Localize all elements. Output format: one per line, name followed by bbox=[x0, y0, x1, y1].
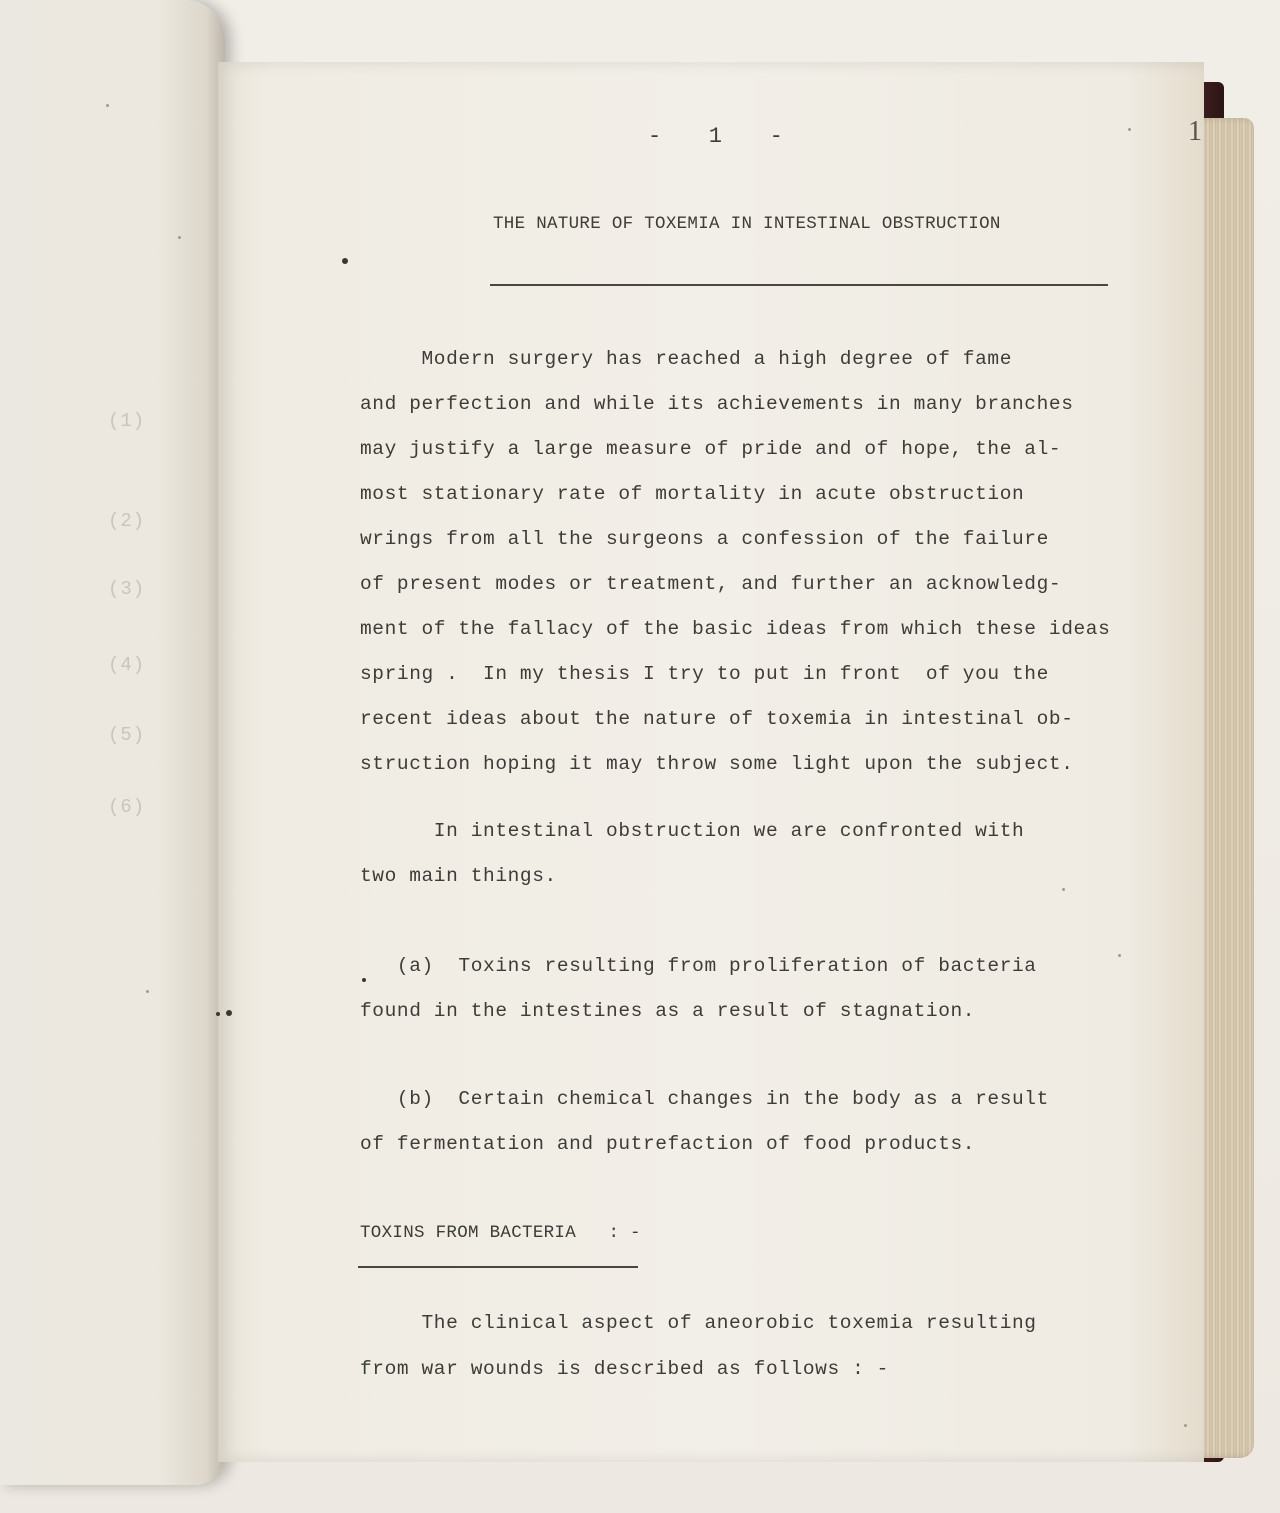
left-page-ghost-marker: (1) bbox=[108, 410, 146, 432]
body-line: The clinical aspect of aneorobic toxemia resulting bbox=[360, 1312, 1037, 1334]
list-item-b-line: (b) Certain chemical changes in the body as a result bbox=[360, 1088, 1049, 1110]
body-line: most stationary rate of mortality in acute obstruction bbox=[360, 483, 1025, 505]
punch-dot bbox=[362, 978, 366, 982]
body-line: recent ideas about the nature of toxemia in intestinal ob- bbox=[360, 708, 1074, 730]
list-item-b-line: of fermentation and putrefaction of food products. bbox=[360, 1133, 976, 1155]
left-page-ghost-marker: (5) bbox=[108, 724, 146, 746]
left-page-ghost-marker: (3) bbox=[108, 578, 146, 600]
list-item-a-line: (a) Toxins resulting from proliferation of bacteria bbox=[360, 955, 1037, 977]
body-line: two main things. bbox=[360, 865, 557, 887]
left-page-ghost-marker: (6) bbox=[108, 796, 146, 818]
body-line: of present modes or treatment, and further an acknowledg- bbox=[360, 573, 1062, 595]
left-facing-page bbox=[0, 0, 225, 1485]
body-line: may justify a large measure of pride and of hope, the al- bbox=[360, 438, 1062, 460]
punch-dot bbox=[216, 1012, 220, 1016]
body-line: ment of the fallacy of the basic ideas from which these ideas bbox=[360, 618, 1111, 640]
body-line: wrings from all the surgeons a confession of the failure bbox=[360, 528, 1049, 550]
paper-speck bbox=[106, 104, 109, 107]
page-number: - 1 - bbox=[648, 124, 785, 149]
title-underline bbox=[490, 284, 1108, 286]
body-line: and perfection and while its achievements in many branches bbox=[360, 393, 1074, 415]
paper-speck bbox=[146, 990, 149, 993]
paper-speck bbox=[1118, 954, 1121, 957]
handwritten-page-mark: 1 bbox=[1188, 116, 1202, 147]
document-title: THE NATURE OF TOXEMIA IN INTESTINAL OBSTRUCTION bbox=[493, 214, 1001, 234]
paper-speck bbox=[1184, 1424, 1187, 1427]
punch-dot bbox=[226, 1010, 232, 1016]
paper-speck bbox=[178, 236, 181, 239]
punch-dot bbox=[342, 258, 348, 264]
left-page-ghost-marker: (4) bbox=[108, 654, 146, 676]
paper-speck bbox=[1062, 888, 1065, 891]
paper-speck bbox=[1128, 128, 1131, 131]
body-line: spring . In my thesis I try to put in front of you the bbox=[360, 663, 1049, 685]
left-page-ghost-marker: (2) bbox=[108, 510, 146, 532]
list-item-a-line: found in the intestines as a result of stagnation. bbox=[360, 1000, 976, 1022]
body-line: Modern surgery has reached a high degree of fame bbox=[360, 348, 1013, 370]
section-heading: TOXINS FROM BACTERIA : - bbox=[360, 1223, 641, 1243]
section-heading-underline bbox=[358, 1266, 638, 1268]
body-line: struction hoping it may throw some light upon the subject. bbox=[360, 753, 1074, 775]
body-line: from war wounds is described as follows : - bbox=[360, 1358, 889, 1380]
body-line: In intestinal obstruction we are confronted with bbox=[360, 820, 1025, 842]
